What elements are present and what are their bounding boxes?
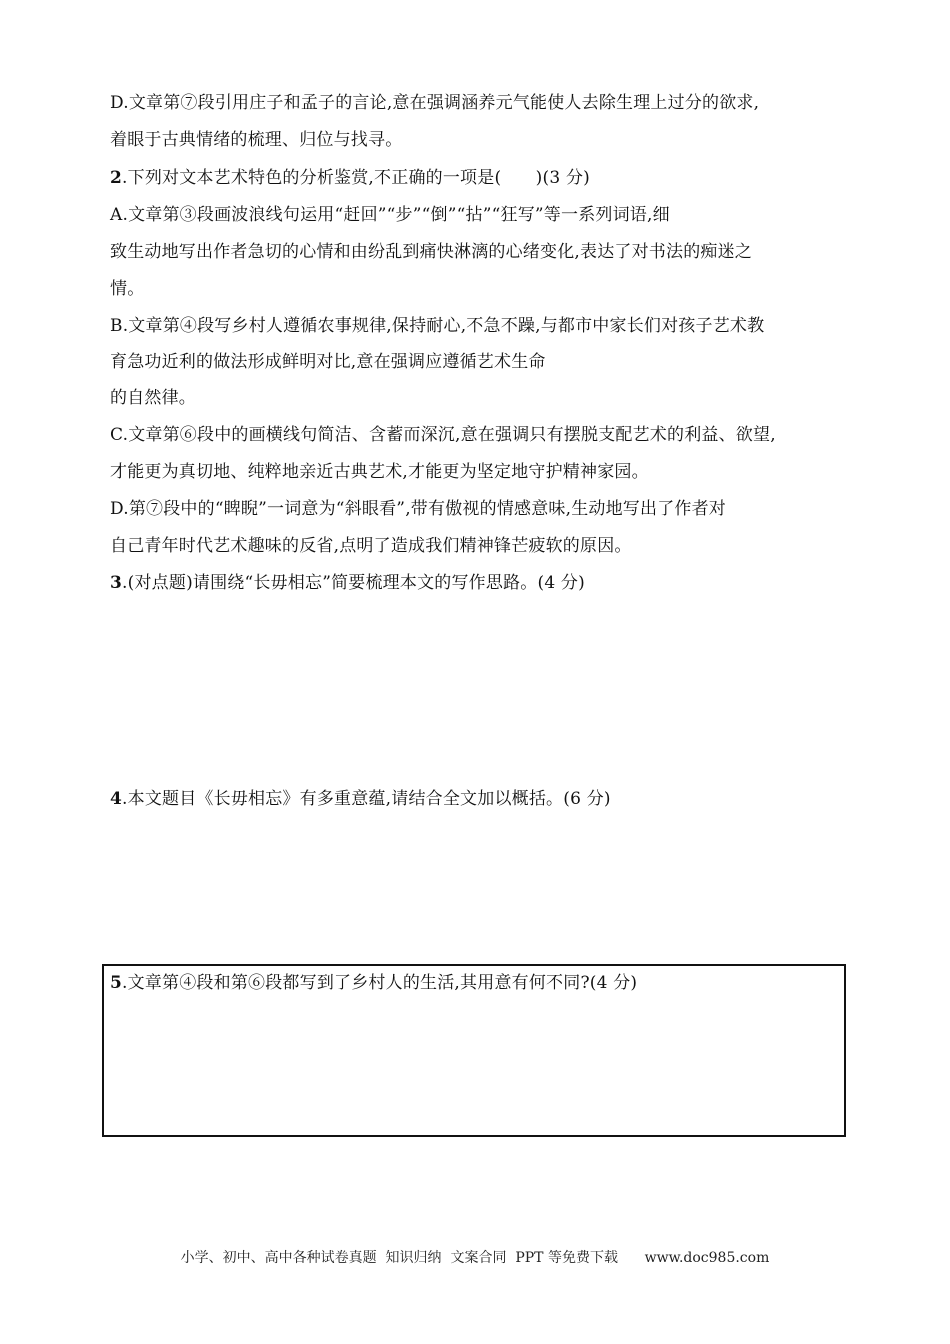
option-a-line-1: A.文章第③段画波浪线句运用“赶回”“步”“倒”“拈”“狂写”等一系列词语,细 bbox=[110, 205, 670, 225]
option-d-line-2: 着眼于古典情绪的梳理、归位与找寻。 bbox=[110, 130, 403, 150]
question-5-text: .文章第④段和第⑥段都写到了乡村人的生活,其用意有何不同?(4 分) bbox=[122, 973, 638, 993]
question-2 bbox=[110, 167, 590, 189]
question-2-text: .下列对文本艺术特色的分析鉴赏,不正确的一项是( )(3 分) bbox=[122, 168, 590, 188]
question-4-text: .本文题目《长毋相忘》有多重意蕴,请结合全文加以概括。(6 分) bbox=[122, 789, 611, 809]
page-footer: 小学、初中、高中各种试卷真题 知识归纳 文案合同 PPT 等免费下载 www.doc985.com bbox=[180, 1250, 770, 1266]
question-2-number: 2 bbox=[110, 168, 123, 188]
question-5-answer-box[interactable] bbox=[102, 964, 846, 1137]
question-3 bbox=[110, 572, 585, 594]
option-b-line-3: 的自然律。 bbox=[110, 388, 196, 408]
option-d2-line-1: D.第⑦段中的“睥睨”一词意为“斜眼看”,带有傲视的情感意味,生动地写出了作者对 bbox=[110, 499, 726, 519]
question-5-number: 5 bbox=[110, 973, 123, 993]
question-4-number: 4 bbox=[110, 789, 123, 809]
option-d2-line-2: 自己青年时代艺术趣味的反省,点明了造成我们精神锋芒疲软的原因。 bbox=[110, 536, 632, 556]
question-4 bbox=[110, 788, 611, 810]
option-d-line-1: D.文章第⑦段引用庄子和孟子的言论,意在强调涵养元气能使人去除生理上过分的欲求, bbox=[110, 93, 760, 113]
option-c-line-2: 才能更为真切地、纯粹地亲近古典艺术,才能更为坚定地守护精神家园。 bbox=[110, 462, 649, 482]
option-b-line-1: B.文章第④段写乡村人遵循农事规律,保持耐心,不急不躁,与都市中家长们对孩子艺术教 bbox=[110, 316, 765, 336]
option-c-line-1: C.文章第⑥段中的画横线句简洁、含蓄而深沉,意在强调只有摆脱支配艺术的利益、欲望, bbox=[110, 425, 776, 445]
question-3-text: .(对点题)请围绕“长毋相忘”简要梳理本文的写作思路。(4 分) bbox=[122, 573, 585, 593]
option-a-line-3: 情。 bbox=[110, 279, 145, 299]
option-b-line-2: 育急功近利的做法形成鲜明对比,意在强调应遵循艺术生命 bbox=[110, 352, 546, 372]
question-3-number: 3 bbox=[110, 573, 123, 593]
option-a-line-2: 致生动地写出作者急切的心情和由纷乱到痛快淋漓的心绪变化,表达了对书法的痴迷之 bbox=[110, 242, 753, 262]
question-5 bbox=[110, 972, 637, 994]
